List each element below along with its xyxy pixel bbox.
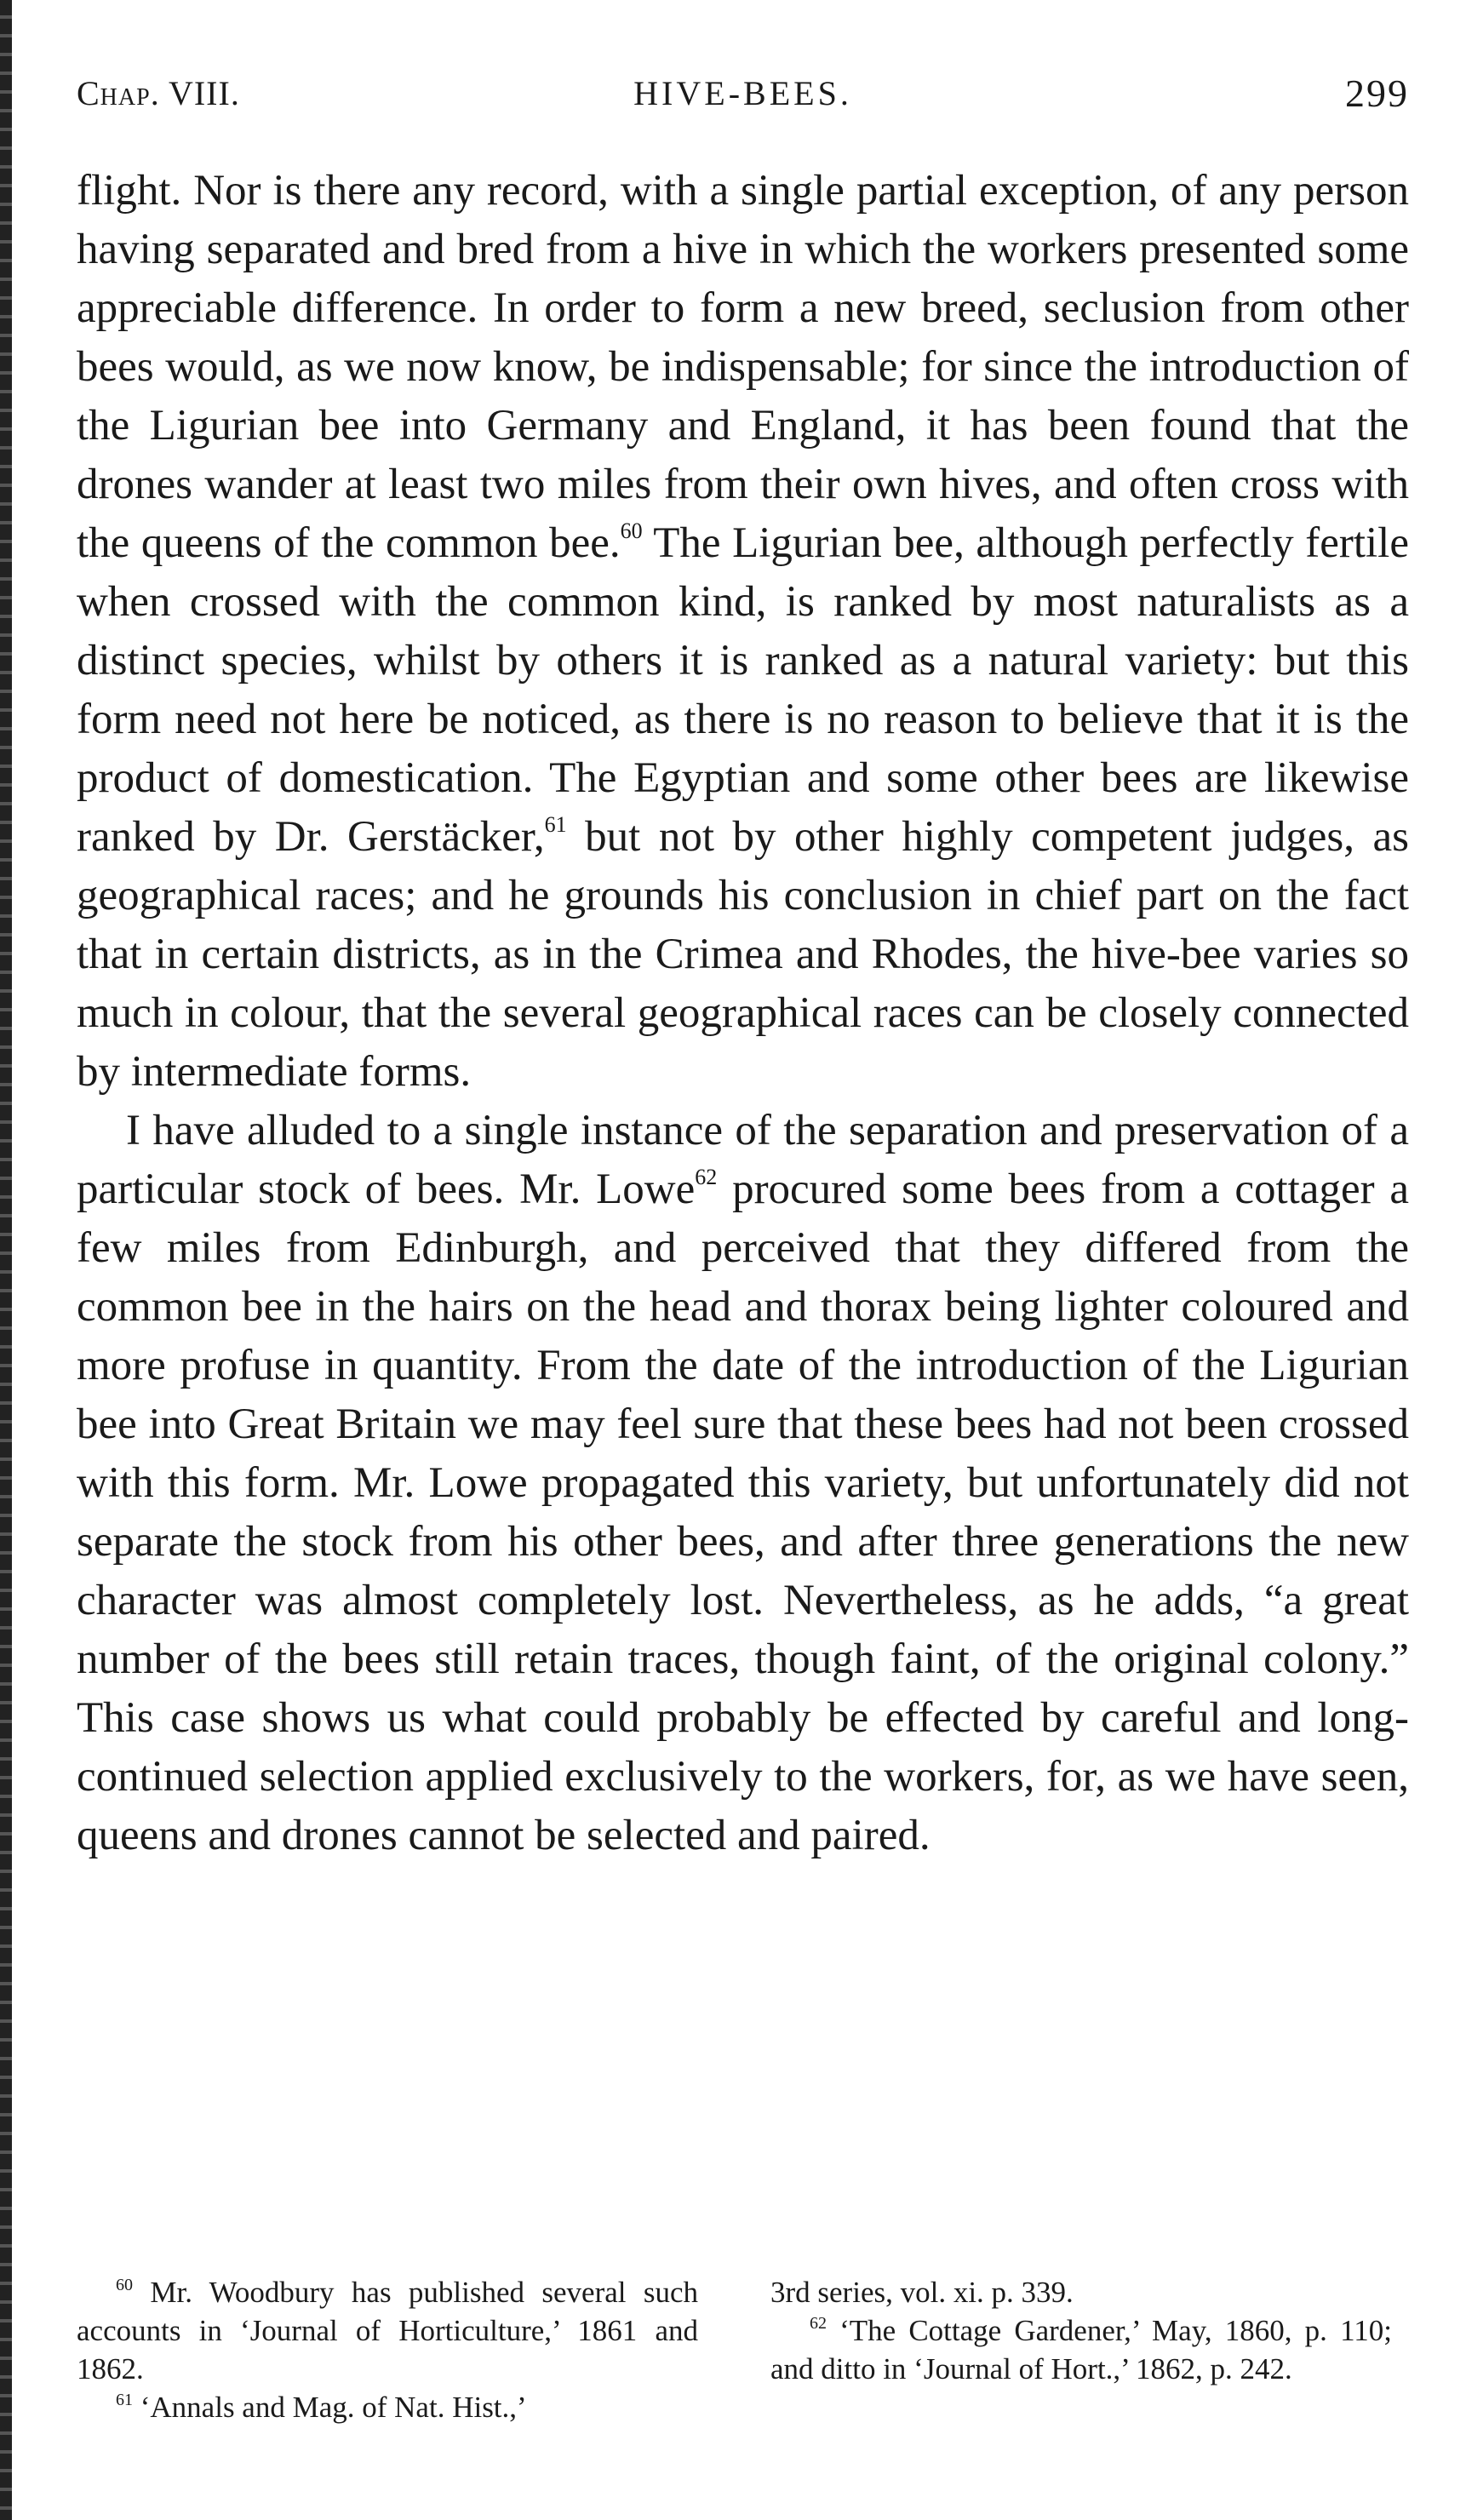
- paragraph-2: [77, 1102, 1409, 1865]
- book-binding-edge: [0, 0, 12, 2520]
- footnote-ref-61[interactable]: 61: [544, 812, 567, 837]
- paragraph-1-text-c: but not by other highly competent judges, as geographical races; and he grounds his conclusion in chief part on the fact that in certain districts, as in the Crimea and Rhodes, the hive-bee varies so much in colour, that the several geographical races can be closely connected by intermediate forms.: [77, 813, 1409, 1096]
- footnotes-right-column: [770, 2273, 1392, 2388]
- footnote-62-text: ‘The Cottage Gardener,’ May, 1860, p. 110; and ditto in ‘Journal of Hort.,’ 1862, p. 242.: [770, 2314, 1392, 2385]
- paragraph-2-text-a: I have alluded to a single instance of the separation and preservation of a particular stock of bees. Mr. Lowe: [77, 1107, 1409, 1213]
- footnote-61-continued: 3rd series, vol. xi. p. 339.: [770, 2276, 1074, 2309]
- chapter-label: Chap. VIII.: [77, 74, 240, 112]
- body-text: [77, 162, 1409, 1865]
- footnote-60-number: 60: [116, 2276, 133, 2294]
- paragraph-1-text-b: The Ligurian bee, although perfectly fertile when crossed with the common kind, is ranked by most naturalists as a distinct species, whilst by others it is ranked as a natural variety: but this form need not here be noticed, as there is no reason to believe that it is the product of domestication. The Egyptian and some other bees are likewise ranked by Dr. Gerstäcker,: [77, 519, 1409, 861]
- footnotes-left-column: [77, 2273, 698, 2426]
- paragraph-1-text-a: flight. Nor is there any record, with a single partial exception, of any person having separated and bred from a hive in which the workers presented some appreciable difference. In order to form a new breed, seclusion from other bees would, as we now know, be indispensable; for since the introduction of the Ligurian bee into Germany and England, it has been found that the drones wander at least two miles from their own hives, and often cross with the queens of the common bee.: [77, 167, 1409, 567]
- footnote-ref-60[interactable]: 60: [620, 518, 643, 543]
- running-head: [77, 68, 1409, 119]
- page-number: 299: [1345, 72, 1409, 115]
- footnotes: [77, 2273, 1409, 2443]
- footnote-ref-62[interactable]: 62: [695, 1165, 718, 1189]
- footnote-61: [77, 2388, 698, 2426]
- paragraph-2-text-b: procured some bees from a cottager a few miles from Edinburgh, and perceived that they differed from the common bee in the hairs on the head and thorax being lighter coloured and more profuse in quantity. From the date of the introduction of the Ligurian bee into Great Britain we may feel sure that these bees had not been crossed with this form. Mr. Lowe propagated this variety, but unfortunately did not separate the stock from his other bees, and after three generations the new character was almost completely lost. Nevertheless, as he adds, “a great number of the bees still retain traces, though faint, of the original colony.” This case shows us what could probably be effected by careful and long-continued selection applied exclusively to the workers, for, as we have seen, queens and drones cannot be selected and paired.: [77, 1166, 1409, 1859]
- footnote-61-text: ‘Annals and Mag. of Nat. Hist.,’: [133, 2391, 527, 2424]
- book-page: [77, 0, 1409, 2520]
- footnote-62-number: 62: [810, 2314, 827, 2333]
- footnote-60-text: Mr. Woodbury has published several such accounts in ‘Journal of Horticulture,’ 1861 and 1862.: [77, 2276, 698, 2385]
- footnote-61-number: 61: [116, 2391, 133, 2409]
- footnote-62: [770, 2311, 1392, 2388]
- page-title: HIVE-BEES.: [633, 74, 852, 112]
- paragraph-1: [77, 162, 1409, 1102]
- footnote-60: [77, 2273, 698, 2388]
